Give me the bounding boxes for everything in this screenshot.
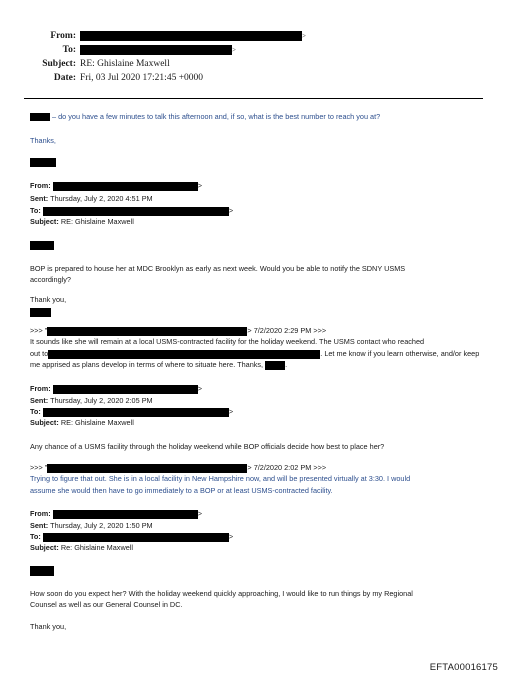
header-date-label: Date:	[53, 73, 76, 83]
header-to-label: To:	[62, 45, 76, 55]
msg1-to-row	[30, 206, 233, 217]
msg3-subject-row	[30, 543, 133, 554]
redaction-block	[30, 308, 51, 317]
header-from-row	[50, 30, 306, 43]
msg3-thanks: Thank you,	[30, 622, 67, 631]
redaction-block	[30, 566, 54, 576]
header-from-label: From:	[50, 31, 76, 41]
msg2-from-suffix: >	[197, 384, 202, 393]
quote1-header	[30, 326, 326, 337]
redaction-block	[80, 31, 302, 41]
quote1-line2	[30, 349, 479, 360]
msg3-to-row	[30, 532, 233, 543]
msg1-sent-label: Sent:	[30, 194, 49, 203]
msg2-subject: RE: Ghislaine Maxwell	[60, 418, 134, 427]
msg1-sent-row	[30, 194, 153, 205]
msg1-from-row	[30, 181, 202, 192]
msg3-greeting	[30, 566, 54, 577]
redaction-block	[53, 385, 198, 394]
quote2-line2: assume she would then have to go immediately to a BOP or at least USMS-contracted facility.	[30, 486, 333, 495]
msg3-sent: Thursday, July 2, 2020 1:50 PM	[50, 521, 153, 530]
quote1-line2b: . Let me know if you learn otherwise, and/or keep	[320, 349, 480, 358]
msg2-from-label: From:	[30, 384, 51, 393]
redaction-block	[30, 158, 56, 167]
msg1-body-line2: accordingly?	[30, 275, 71, 284]
msg1-subject: RE: Ghislaine Maxwell	[60, 217, 134, 226]
msg1-to-suffix: >	[228, 206, 234, 215]
msg2-subject-label: Subject:	[30, 418, 59, 427]
quote1-line2a: out to	[30, 349, 49, 358]
msg3-to-label: To:	[30, 532, 41, 541]
msg3-body-line2: Counsel as well as our General Counsel in DC.	[30, 600, 183, 609]
redaction-block	[265, 360, 288, 370]
msg1-sent: Thursday, July 2, 2020 4:51 PM	[50, 194, 153, 203]
intro-text: – do you have a few minutes to talk this afternoon and, if so, what is the best number to reach you at?	[52, 112, 381, 121]
header-subject-row	[42, 58, 170, 71]
header-from-suffix: >	[302, 32, 306, 40]
quote2-header	[30, 463, 326, 474]
redaction-block	[53, 510, 198, 519]
msg2-from-row	[30, 384, 202, 395]
msg2-subject-row	[30, 418, 134, 429]
redaction-block	[48, 350, 320, 359]
quote1-line1: It sounds like she will remain at a local USMS-contracted facility for the holiday weekend. The USMS contact who reached	[30, 337, 425, 346]
quote1-line3	[30, 360, 287, 371]
quote2-line1: Trying to figure that out. She is in a local facility in New Hampshire now, and will be presented virtually at 3:30. I would	[30, 474, 411, 483]
quote1-suffix: > 7/2/2020 2:29 PM >>>	[247, 326, 327, 335]
quote1-line3a: me apprised as plans develop in terms of where to situate here. Thanks,	[30, 360, 264, 369]
msg1-subject-label: Subject:	[30, 217, 59, 226]
msg1-to-label: To:	[30, 206, 41, 215]
intro-line	[30, 112, 380, 123]
msg3-body-line1: How soon do you expect her? With the holiday weekend quickly approaching, I would like to run things by my Regional	[30, 589, 413, 598]
header-to-row	[62, 44, 236, 57]
msg2-sent-label: Sent:	[30, 396, 49, 405]
msg2-to-suffix: >	[228, 407, 234, 416]
quote2-prefix: >>> "	[30, 463, 48, 472]
redaction-block	[47, 464, 247, 473]
header-divider	[24, 98, 483, 99]
msg1-subject-row	[30, 217, 134, 228]
msg1-signature	[30, 307, 51, 318]
document-id: EFTA00016175	[429, 662, 498, 673]
msg2-sent-row	[30, 396, 153, 407]
msg3-from-label: From:	[30, 509, 51, 518]
header-subject: RE: Ghislaine Maxwell	[80, 59, 170, 69]
email-header	[0, 0, 512, 100]
header-to-suffix: >	[232, 46, 236, 54]
msg3-from-row	[30, 509, 202, 520]
msg1-from-suffix: >	[197, 181, 202, 190]
redaction-block	[30, 113, 50, 121]
quote2-suffix: > 7/2/2020 2:02 PM >>>	[247, 463, 327, 472]
quote1-prefix: >>> "	[30, 326, 48, 335]
msg2-body: Any chance of a USMS facility through the holiday weekend while BOP officials decide how best to place her?	[30, 442, 385, 451]
redaction-block	[43, 207, 229, 216]
msg3-subject: Re: Ghislaine Maxwell	[60, 543, 134, 552]
msg1-body-line1: BOP is prepared to house her at MDC Brooklyn as early as next week. Would you be able to notify the SDNY USMS	[30, 264, 406, 273]
intro-signature	[30, 157, 56, 168]
redaction-block	[43, 533, 229, 542]
intro-thanks: Thanks,	[30, 136, 56, 145]
header-date-row	[53, 72, 204, 85]
redaction-block	[80, 45, 232, 55]
redaction-block	[30, 241, 54, 250]
msg1-from-label: From:	[30, 181, 51, 190]
quote1-line3b: .	[285, 360, 288, 369]
msg1-thanks: Thank you,	[30, 295, 67, 304]
msg3-subject-label: Subject:	[30, 543, 59, 552]
redaction-block	[53, 182, 198, 191]
msg2-to-row	[30, 407, 233, 418]
header-subject-label: Subject:	[42, 59, 76, 69]
msg3-to-suffix: >	[228, 532, 234, 541]
redaction-block	[47, 327, 247, 336]
msg2-sent: Thursday, July 2, 2020 2:05 PM	[50, 396, 153, 405]
msg2-to-label: To:	[30, 407, 41, 416]
msg3-sent-label: Sent:	[30, 521, 49, 530]
redaction-block	[43, 408, 229, 417]
msg1-greeting	[30, 240, 54, 251]
msg3-sent-row	[30, 521, 153, 532]
msg3-from-suffix: >	[197, 509, 202, 518]
header-date: Fri, 03 Jul 2020 17:21:45 +0000	[80, 73, 204, 83]
